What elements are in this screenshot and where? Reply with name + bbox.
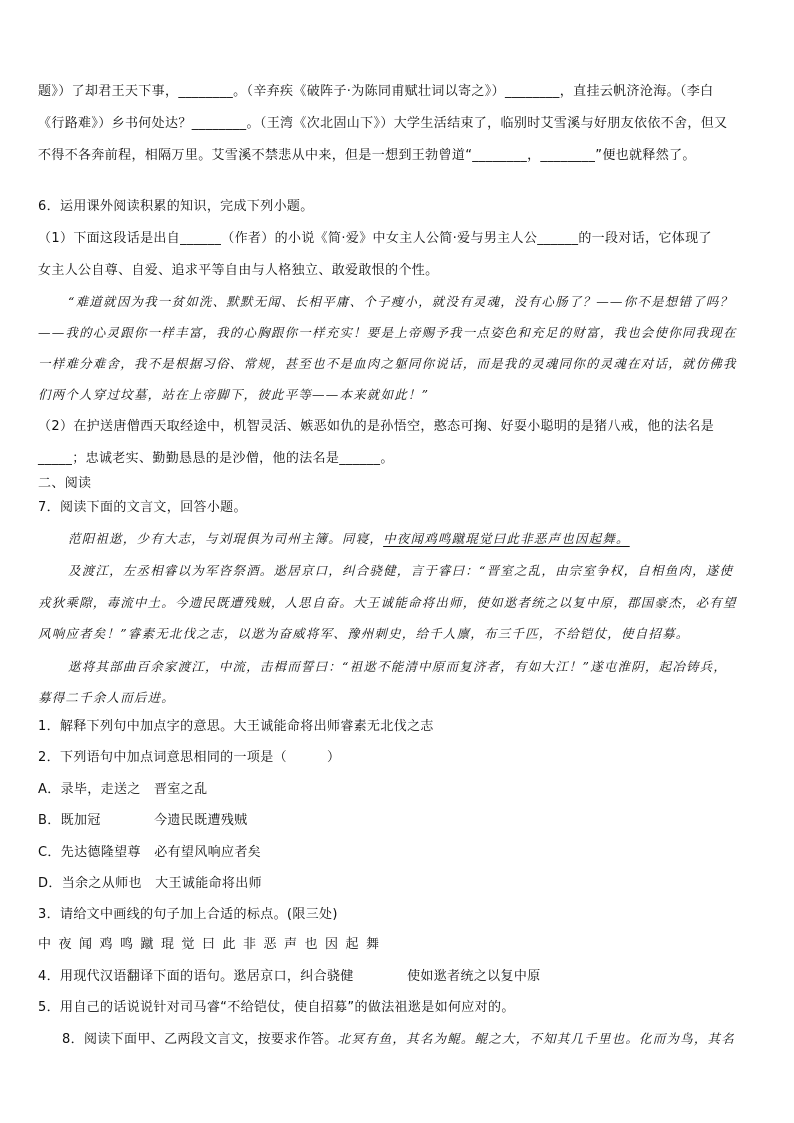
- classical-text-para2-line-1: 及渡江，左丞相睿以为军咨祭酒。逖居京口，纠合骁健，言于睿曰：“晋室之乱，由宗室争权，自相鱼肉，遂使: [68, 563, 734, 578]
- jane-eyre-quote-line-1: “难道就因为我一贫如洗、默默无闻、长相平庸、个子瘦小，就没有灵魂，没有心肠了？——你不是想错了吗？: [68, 294, 734, 309]
- question-6-title: 6．运用课外阅读积累的知识，完成下列小题。: [38, 199, 314, 214]
- jane-eyre-quote-line-4: 们两个人穿过坟墓，站在上帝脚下，彼此平等——本来就如此！”: [38, 387, 430, 402]
- jane-eyre-quote-line-2: ——我的心灵跟你一样丰富，我的心胸跟你一样充实！要是上帝赐予我一点姿色和充足的财富，我也会使你同我现在: [38, 325, 737, 340]
- question-6-part2-line-1: （2）在护送唐僧西天取经途中，机智灵活、嫉恶如仇的是孙悟空，憨态可掬、好耍小聪明的是猪八戒，他的法名是: [38, 419, 715, 434]
- option-d: D．当余之从师也 大王诚能命将出师: [38, 876, 262, 891]
- question-7-title: 7．阅读下面的文言文，回答小题。: [38, 500, 247, 515]
- subquestion-5: 5．用自己的话说说针对司马睿“不给铠仗，使自招募”的做法祖逖是如何应对的。: [38, 1000, 515, 1015]
- classical-text-para2-line-2: 戎狄乘隙，毒流中土。今遗民既遭残贼，人思自奋。大王诚能命将出师，使如逖者统之以复中原，郡国豪杰，必有望: [38, 595, 737, 610]
- question-8-text: 北冥有鱼，其名为鲲。鲲之大，不知其几千里也。化而为鸟，其名: [337, 1031, 735, 1046]
- section-heading-reading: 二、阅读: [38, 476, 92, 491]
- subquestion-4: 4．用现代汉语翻译下面的语句。逖居京口，纠合骁健 使如逖者统之以复中原: [38, 969, 541, 984]
- unpunctuated-sentence: 中夜闻鸡鸣蹴琨觉曰此非恶声也因起舞: [38, 937, 387, 952]
- option-b: B．既加冠 今遗民既遭残贼: [38, 813, 248, 828]
- question-6-part1-line-2: 女主人公自尊、自爱、追求平等自由与人格独立、敢爱敢恨的个性。: [38, 263, 439, 278]
- subquestion-3: 3．请给文中画线的句子加上合适的标点。(限三处): [38, 907, 338, 922]
- option-c: C．先达德隆望尊 必有望风响应者矣: [38, 845, 262, 860]
- classical-text-para3-line-1: 逖将其部曲百余家渡江，中流，击楫而誓曰：“祖逖不能清中原而复济者，有如大江！”遂屯淮阴，起冶铸兵，: [68, 659, 728, 674]
- classical-text-para1: [68, 531, 764, 547]
- question-8-title: 8．阅读下面甲、乙两段文言文，按要求作答。: [62, 1032, 338, 1047]
- subquestion-1: 1．解释下列句中加点字的意思。大王诚能命将出师睿素无北伐之志: [38, 719, 434, 734]
- poetry-fill-line-2: 《行路难》）乡书何处达？________。（王湾《次北固山下》）大学生活结束了，临别时艾雪溪与好朋友依依不舍，但又: [38, 116, 728, 131]
- classical-text-para2-line-3: 风响应者矣！”睿素无北伐之志，以逖为奋威将军、豫州刺史，给千人廪，布三千匹，不给铠仗，使自招募。: [38, 626, 690, 641]
- question-6-part2-line-2: _____；忠诚老实、勤勤恳恳的是沙僧，他的法名是______。: [38, 451, 394, 466]
- classical-text-para1-lead: 范阳祖逖，少有大志，与刘琨俱为司州主簿。同寝，: [68, 531, 384, 546]
- poetry-fill-line-3: 不得不各奔前程，相隔万里。艾雪溪不禁悲从中来，但是一想到王勃曾道“________，________”便也就释然了。: [38, 148, 696, 163]
- subquestion-2: 2．下列语句中加点词意思相同的一项是（ ）: [38, 750, 341, 765]
- underlined-sentence: 中夜闻鸡鸣蹴琨觉曰此非恶声也因起舞。: [383, 531, 630, 546]
- jane-eyre-quote-line-3: 一样难分难舍，我不是根据习俗、常规，甚至也不是血肉之躯同你说话，而是我的灵魂同你的灵魂在对话，就仿佛我: [38, 356, 737, 371]
- option-a: A．录毕，走送之 晋室之乱: [38, 782, 208, 797]
- poetry-fill-line-1: 题》）了却君王天下事，________。（辛弃疾《破阵子·为陈同甫赋壮词以寄之》）________，直挂云帆济沧海。（李白: [38, 84, 714, 99]
- question-8-line: [62, 1031, 764, 1048]
- classical-text-para3-line-2: 募得二千余人而后进。: [38, 690, 176, 705]
- question-6-part1-line-1: （1）下面这段话是出自______（作者）的小说《简·爱》中女主人公简·爱与男主人公______的一段对话，它体现了: [38, 231, 712, 246]
